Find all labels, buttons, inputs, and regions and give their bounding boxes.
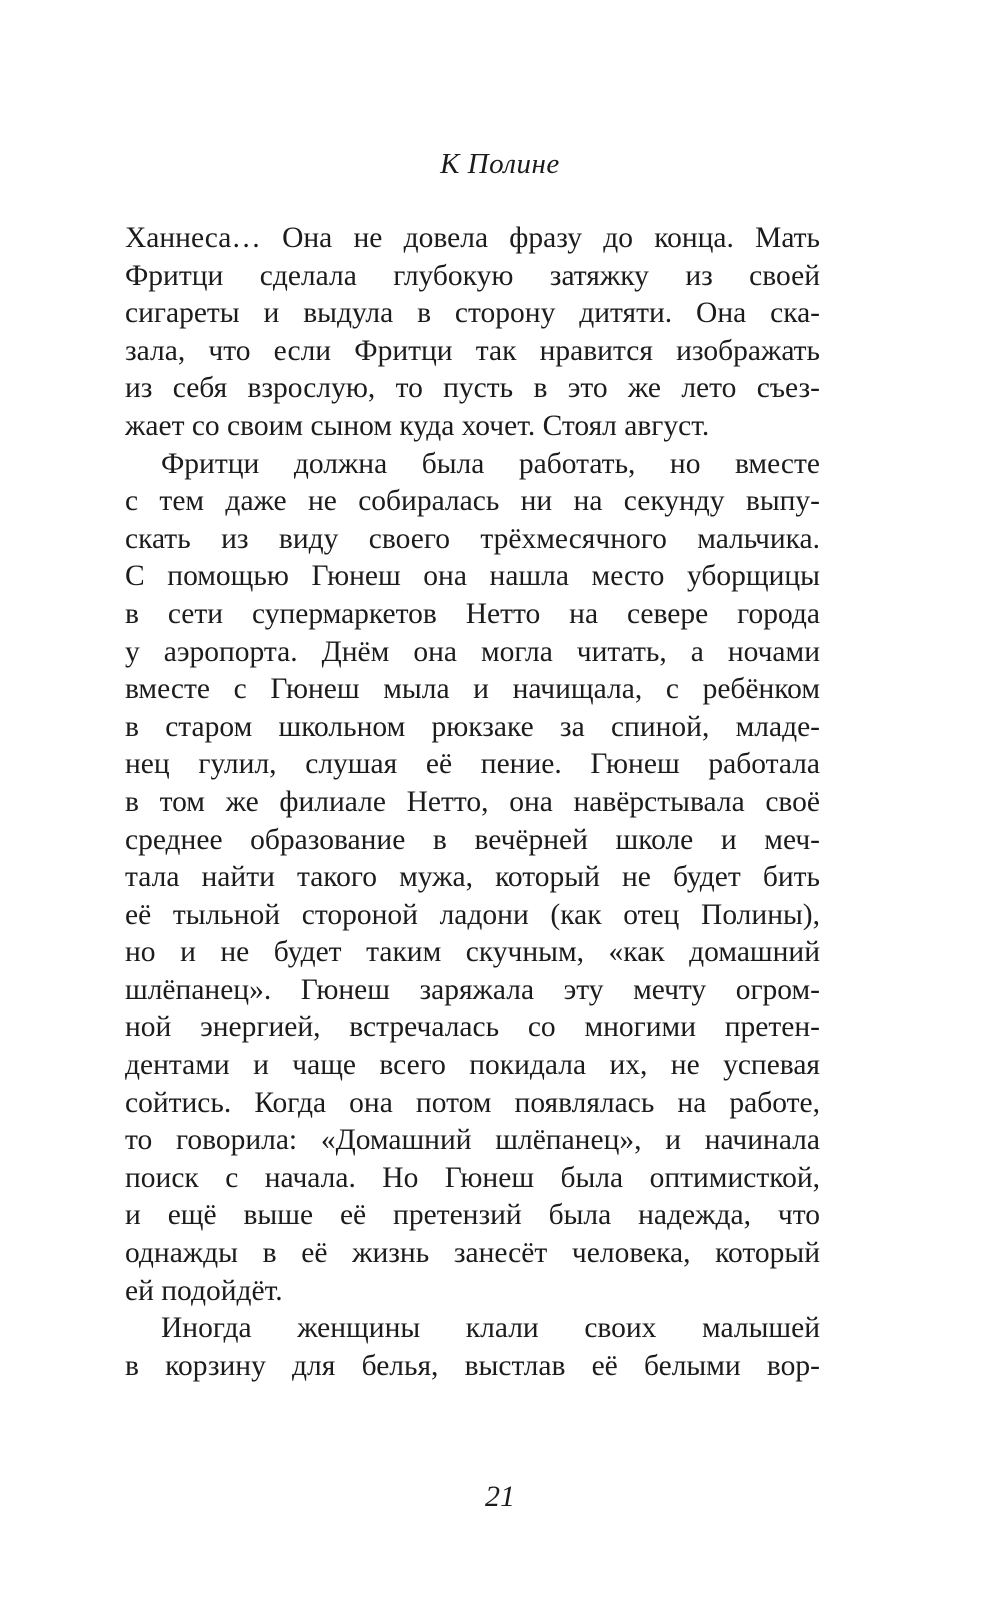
text-line: в сети супермаркетов Нетто на севере города bbox=[125, 597, 820, 630]
text-line: зала, что если Фритци так нравится изображать bbox=[125, 334, 820, 367]
text-line: Ханнеса… Она не довела фразу до конца. Мать bbox=[125, 222, 820, 254]
running-head: К Полине bbox=[440, 148, 560, 180]
text-line: из себя взрослую, то пусть в это же лето съез- bbox=[125, 372, 820, 405]
text-line: сойтись. Когда она потом появлялась на работе, bbox=[125, 1086, 820, 1119]
text-line: но и не будет таким скучным, «как домашний bbox=[125, 936, 820, 969]
text-line: однажды в её жизнь занесёт человека, который bbox=[125, 1237, 820, 1270]
paragraph bbox=[125, 220, 820, 446]
text-line: С помощью Гюнеш она нашла место уборщицы bbox=[125, 560, 820, 593]
page-number: 21 bbox=[485, 1480, 515, 1513]
text-line: с тем даже не собиралась ни на секунду выпу- bbox=[125, 485, 820, 518]
text-line: дентами и чаще всего покидала их, не успевая bbox=[125, 1049, 820, 1082]
text-line: сигареты и выдула в сторону дитяти. Она ска- bbox=[125, 297, 820, 330]
text-line: поиск с начала. Но Гюнеш была оптимисткой, bbox=[125, 1161, 820, 1194]
text-line: жает со своим сыном куда хочет. Стоял август. bbox=[125, 409, 710, 442]
text-line: Фритци сделала глубокую затяжку из своей bbox=[125, 259, 820, 292]
text-line: скать из виду своего трёхмесячного мальчика. bbox=[125, 522, 820, 555]
text-line: у аэропорта. Днём она могла читать, а ночами bbox=[125, 635, 820, 668]
paragraph bbox=[125, 1310, 820, 1385]
text-line: вместе с Гюнеш мыла и начищала, с ребёнком bbox=[125, 673, 820, 706]
text-line: среднее образование в вечёрней школе и меч- bbox=[125, 823, 820, 856]
text-line: нец гулил, слушая её пение. Гюнеш работала bbox=[125, 748, 820, 781]
text-line: в корзину для белья, выстлав её белыми вор- bbox=[125, 1349, 820, 1382]
text-line: Иногда женщины клали своих малышей bbox=[161, 1312, 820, 1345]
text-line: её тыльной стороной ладони (как отец Полины), bbox=[125, 898, 820, 931]
text-line: шлёпанец». Гюнеш заряжала эту мечту огром- bbox=[125, 973, 820, 1006]
text-line: Фритци должна была работать, но вместе bbox=[161, 447, 820, 480]
text-line: то говорила: «Домашний шлёпанец», и начинала bbox=[125, 1124, 820, 1157]
text-line: тала найти такого мужа, который не будет бить bbox=[125, 861, 820, 894]
text-line: ной энергией, встречалась со многими претен- bbox=[125, 1011, 820, 1044]
paragraph bbox=[125, 446, 820, 1311]
text-line: в том же филиале Нетто, она навёрстывала своё bbox=[125, 785, 820, 818]
text-line: в старом школьном рюкзаке за спиной, младе- bbox=[125, 710, 820, 743]
text-line: ей подойдёт. bbox=[125, 1274, 283, 1307]
text-line: и ещё выше её претензий была надежда, что bbox=[125, 1199, 820, 1232]
body-text bbox=[125, 220, 820, 1385]
